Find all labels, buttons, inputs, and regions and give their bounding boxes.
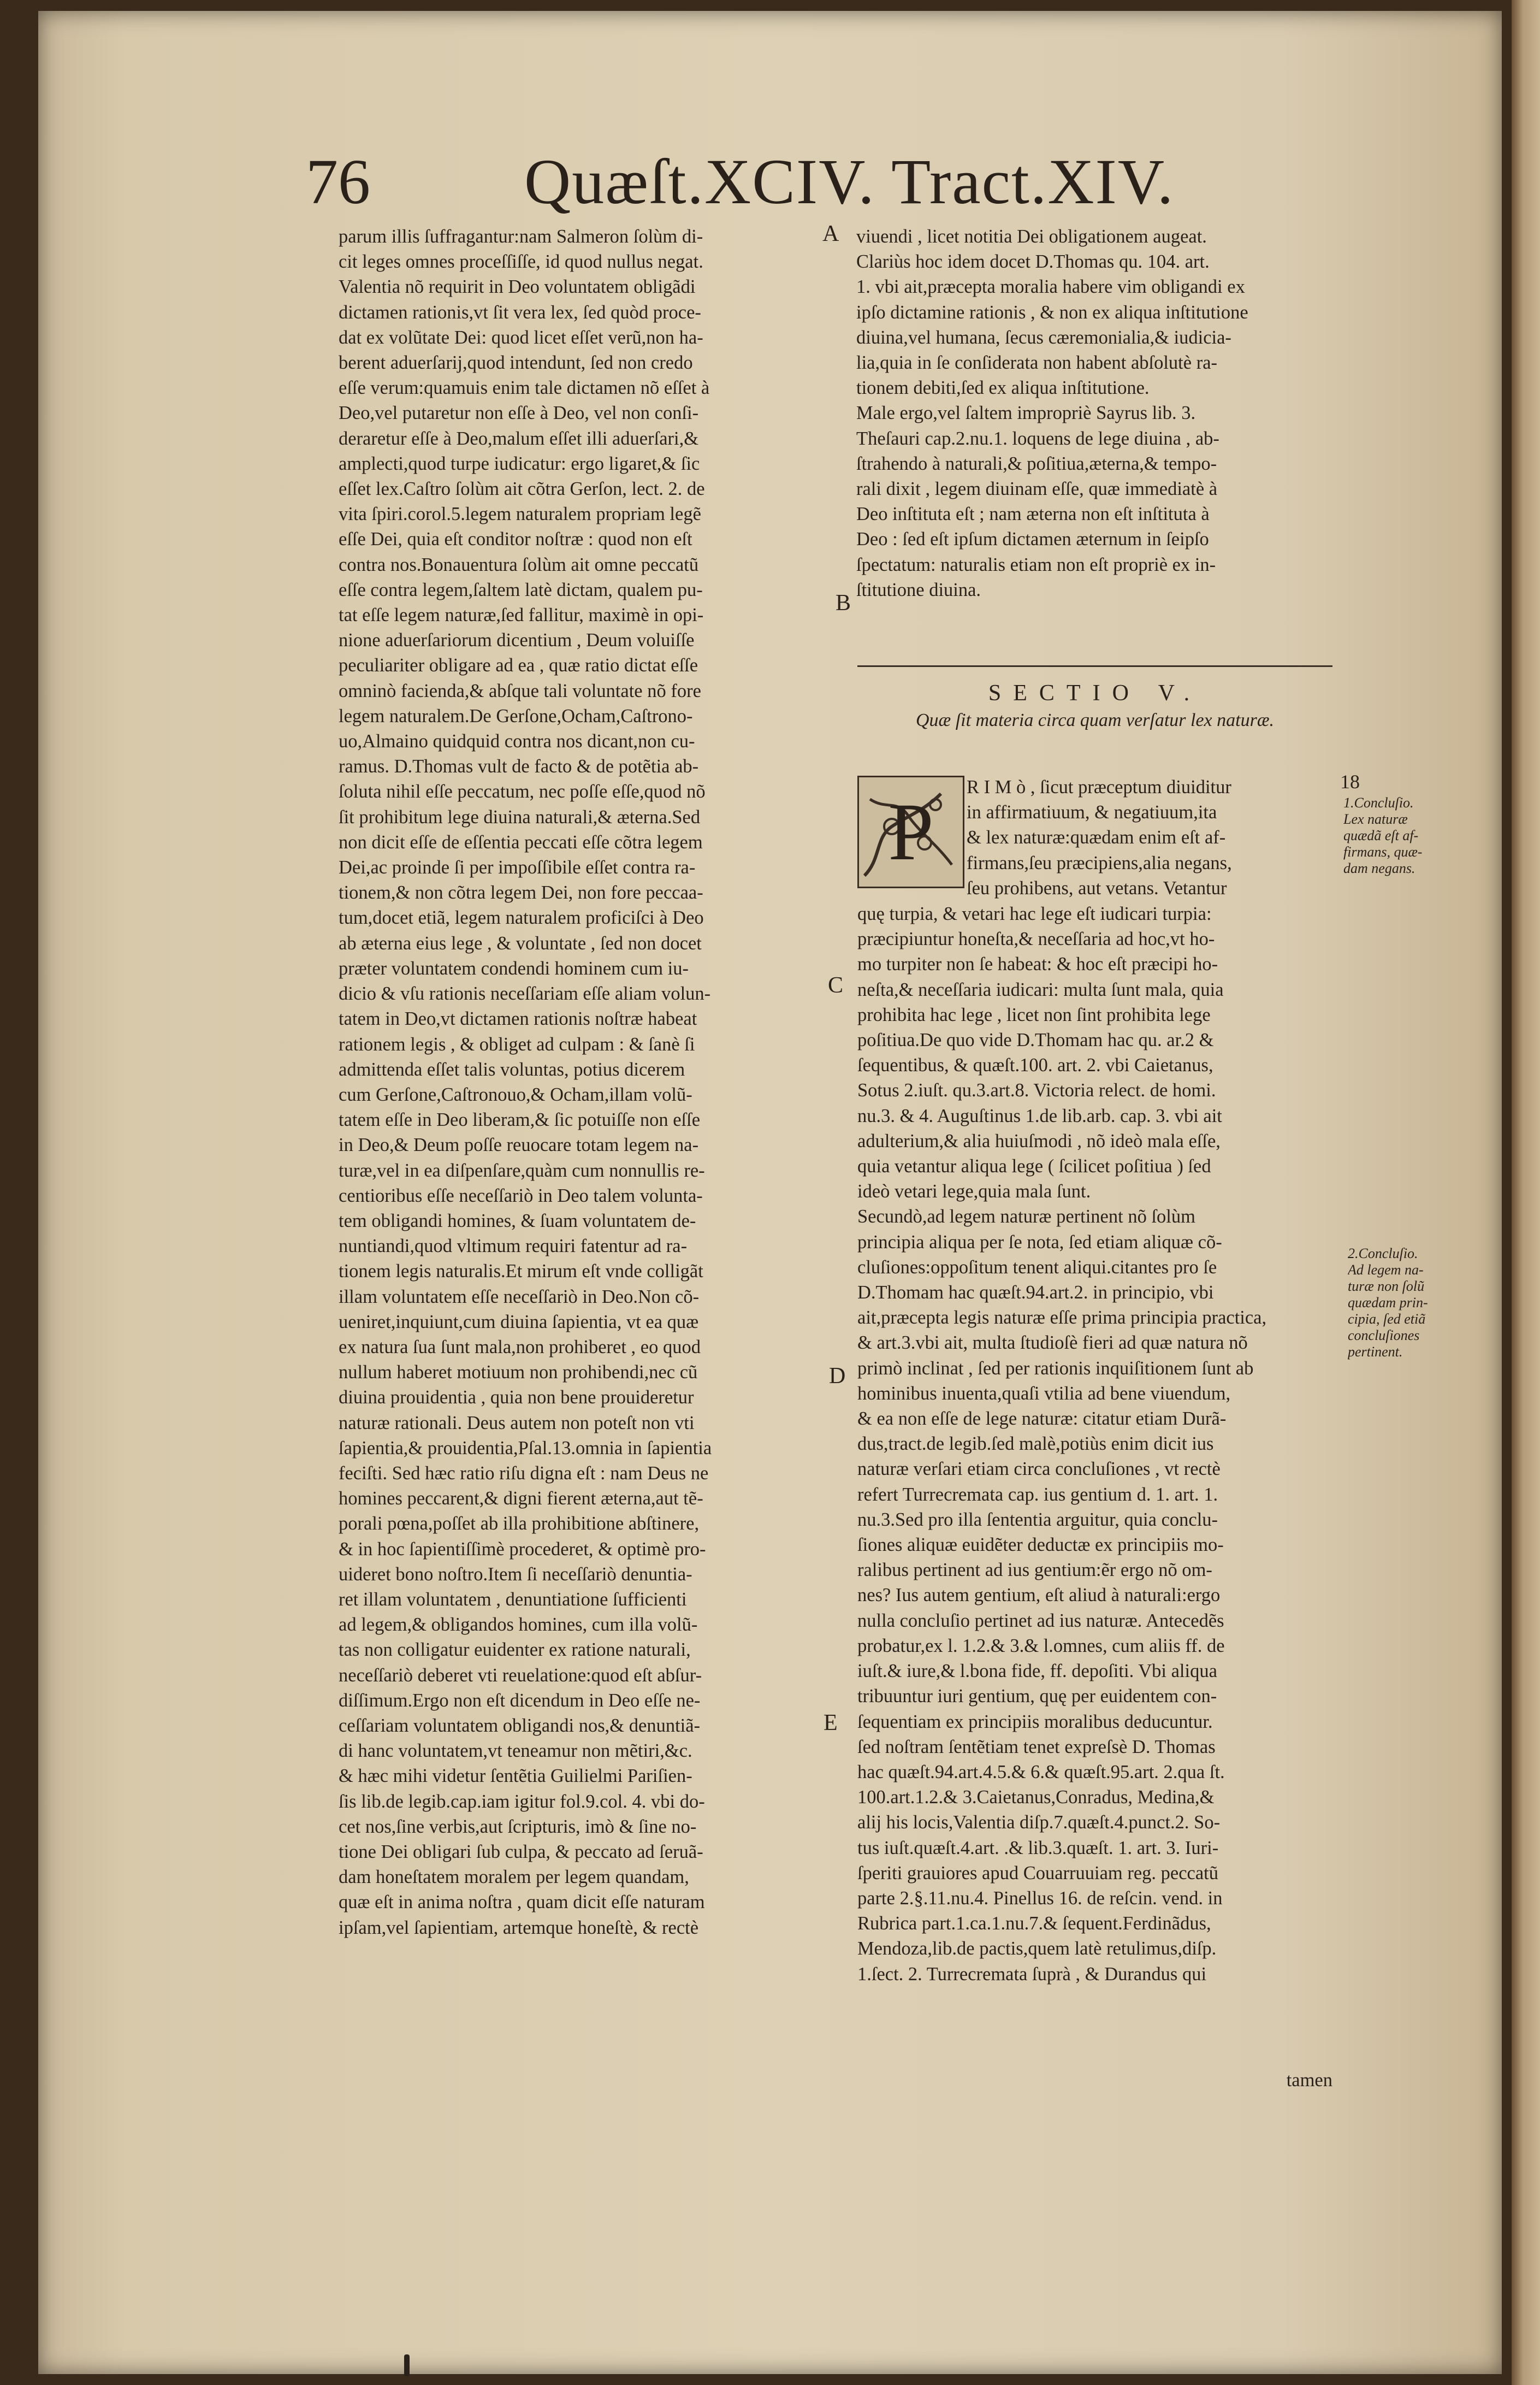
text-line: dam honeſtatem moralem per legem quandam, — [339, 1867, 689, 1888]
text-line: Theſauri cap.2.nu.1. loquens de lege diuina , ab- — [856, 428, 1219, 449]
text-line: præter voluntatem condendi hominem cum iu- — [339, 958, 689, 979]
ornament-vine-icon — [859, 777, 963, 887]
facing-page-edge — [1512, 0, 1540, 2385]
text-line: mo turpiter non ſe habeat: & hoc eſt præcipi ho- — [857, 954, 1218, 975]
text-line: ſperiti grauiores apud Couarruuiam reg. peccatũ — [857, 1862, 1218, 1884]
text-line: Sotus 2.iuſt. qu.3.art.8. Victoria relect. de homi. — [857, 1080, 1216, 1101]
text-line: Secundò,ad legem naturæ pertinent nõ ſolùm — [857, 1206, 1195, 1227]
text-line: illam voluntatem eſſe neceſſariò in Deo.Non cõ- — [339, 1286, 700, 1307]
text-line: cit leges omnes proceſſiſſe, id quod nullus negat. — [339, 251, 703, 273]
text-line: firmans,ſeu præcipiens,alia negans, — [967, 852, 1232, 873]
text-line: Deo : ſed eſt ipſum dictamen æternum in ſeipſo — [856, 529, 1209, 550]
text-line: ſiones aliquæ euidẽter deductæ ex principiis mo- — [857, 1534, 1224, 1556]
text-line: nullum haberet motiuum non prohibendi,nec cũ — [339, 1362, 698, 1383]
margin-note-line: cipia, ſed etiã — [1348, 1311, 1426, 1327]
text-line: quia vetantur aliqua lege ( ſcilicet poſitiua ) ſed — [857, 1156, 1211, 1177]
text-line: ait,præcepta legis naturæ eſſe prima principia practica, — [857, 1307, 1267, 1329]
text-line: rali dixit , legem diuinam eſſe, quæ immediatè à — [856, 479, 1218, 500]
text-line: uo,Almaino quidquid contra nos dicant,non cu- — [339, 731, 695, 752]
text-line: dictamen rationis,vt ſit vera lex, ſed quòd proce- — [339, 302, 701, 323]
text-line: uideret bono noſtro.Item ſi neceſſariò denuntia- — [339, 1563, 692, 1585]
text-line: Deo,vel putaretur non eſſe à Deo, vel non conſi- — [339, 403, 699, 424]
text-line: tionem legis naturalis.Et mirum eſt vnde colligãt — [339, 1261, 703, 1282]
ink-smudge — [404, 2354, 410, 2376]
text-line: & ea non eſſe de lege naturæ: citatur etiam Durã- — [857, 1408, 1227, 1430]
text-line: ceſſariam voluntatem obligandi nos,& denuntiã- — [339, 1715, 701, 1736]
text-line: ſis lib.de legib.cap.iam igitur fol.9.col. 4. vbi do- — [339, 1791, 705, 1812]
text-line: hominibus inuenta,quaſi vtilia ad bene viuendum, — [857, 1383, 1231, 1404]
text-line: tionem,& non cõtra legem Dei, non fore peccaa- — [339, 882, 703, 904]
text-line: nione aduerſariorum dicentium , Deum voluiſſe — [339, 630, 695, 651]
text-line: D.Thomam hac quæſt.94.art.2. in principio, vbi — [857, 1282, 1214, 1303]
section-rule — [857, 665, 1332, 667]
text-line: ſeu prohibens, aut vetans. Vetantur — [967, 877, 1227, 899]
text-line: turæ,vel in ea diſpenſare,quàm cum nonnullis re- — [339, 1160, 705, 1181]
text-line: eſſet lex.Caſtro ſolùm ait cõtra Gerſon, lect. 2. de — [339, 479, 705, 500]
text-line: ralibus pertinent ad ius gentium:ẽr ergo nõ om- — [857, 1560, 1212, 1581]
text-line: Male ergo,vel ſaltem impropriè Sayrus lib. 3. — [856, 403, 1196, 424]
margin-note-conclusion-1 — [1343, 795, 1422, 877]
text-line: tat eſſe legem naturæ,ſed fallitur, maximè in opi- — [339, 605, 704, 626]
text-line: feciſti. Sed hæc ratio riſu digna eſt : nam Deus ne — [339, 1462, 709, 1484]
margin-note-line: 1.Concluſio. — [1343, 795, 1414, 811]
text-line: refert Turrecremata cap. ius gentium d. 1. art. 1. — [857, 1484, 1218, 1505]
left-column — [339, 224, 814, 1940]
text-line: ſtrahendo à naturali,& poſitiua,æterna,& tempo- — [856, 453, 1217, 474]
text-line: & art.3.vbi ait, multa ſtudioſè fieri ad quæ natura nõ — [857, 1332, 1248, 1354]
text-line: cluſiones:oppoſitum tenent aliqui.citantes pro ſe — [857, 1256, 1217, 1278]
section-title: SECTIO V. — [988, 681, 1202, 706]
text-line: 1. vbi ait,præcepta moralia habere vim obligandi ex — [856, 276, 1245, 298]
text-line: cet nos,ſine verbis,aut ſcripturis, imò & ſine no- — [339, 1816, 697, 1837]
margin-note-line: concluſiones — [1348, 1327, 1420, 1343]
running-head: Quæſt.XCIV. Tract.XIV. — [524, 146, 1175, 217]
text-line: naturæ verſari etiam circa concluſiones , vt rectè — [857, 1459, 1221, 1480]
margin-note-line: firmans, quæ- — [1343, 844, 1423, 860]
text-line: neſta,& neceſſaria iudicari: multa ſunt mala, quia — [857, 979, 1224, 1000]
text-line: ſoluta nihil eſſe peccatum, nec poſſe eſſe,quod nõ — [339, 781, 706, 802]
text-line: ſequentiam ex principiis moralibus deducuntur. — [857, 1711, 1213, 1732]
text-line: ipſam,vel ſapientiam, artemque honeſtè, & rectè — [339, 1917, 699, 1938]
margin-note-line: quædã eſt af- — [1343, 828, 1419, 843]
text-line: diuina,vel humana, ſecus cæremonialia,& iudicia- — [856, 327, 1231, 348]
text-line: vita ſpiri.corol.5.legem naturalem propriam legẽ — [339, 504, 701, 525]
text-line: berent aduerſarij,quod intendunt, ſed non credo — [339, 352, 693, 374]
text-line: naturæ rationali. Deus autem non poteſt non vti — [339, 1412, 695, 1433]
text-line: dicio & vſu rationis neceſſariam eſſe aliam volun- — [339, 983, 711, 1005]
text-line: di hanc voluntatem,vt teneamur non mẽtiri,&c. — [339, 1740, 692, 1762]
text-line: cum Gerſone,Caſtronouo,& Ocham,illam volũ- — [339, 1084, 692, 1105]
section-body — [857, 901, 1338, 1987]
text-line: parte 2.§.11.nu.4. Pinellus 16. de reſcin. vend. in — [857, 1887, 1223, 1909]
text-line: dus,tract.de legib.ſed malè,potiùs enim dicit ius — [857, 1433, 1214, 1455]
text-line: admittenda eſſet talis voluntas, potius dicerem — [339, 1059, 685, 1080]
text-line: nulla concluſio pertinet ad ius naturæ. Antecedẽs — [857, 1610, 1224, 1631]
text-line: tum,docet etiã, legem naturalem proficiſci à Deo — [339, 907, 704, 929]
text-line: ideò vetari lege,quia mala ſunt. — [857, 1181, 1091, 1202]
text-line: R I M ò , ſicut præceptum diuiditur — [967, 777, 1231, 798]
text-line: ret illam voluntatem , denuntiatione ſufficienti — [339, 1589, 687, 1610]
text-line: ſequentibus, & quæſt.100. art. 2. vbi Caietanus, — [857, 1055, 1213, 1076]
margin-number: 18 — [1340, 771, 1360, 793]
text-line: peculiariter obligare ad ea , quæ ratio dictat eſſe — [339, 655, 698, 676]
text-line: alij his locis,Valentia diſp.7.quæſt.4.punct.2. So- — [857, 1812, 1221, 1833]
text-line: ſtitutione diuina. — [856, 579, 981, 600]
text-line: contra nos.Bonauentura ſolùm ait omne peccatũ — [339, 554, 699, 575]
text-line: porali pœna,poſſet ab illa prohibitione abſtinere, — [339, 1513, 700, 1534]
text-line: poſitiua.De quo vide D.Thomam hac qu. ar.2 & — [857, 1030, 1214, 1051]
margin-note-line: quædam prin- — [1348, 1295, 1428, 1310]
text-line: centioribus eſſe neceſſariò in Deo talem volunta- — [339, 1185, 703, 1206]
text-line: neceſſariò deberet vti reuelatione:quod eſt abſur- — [339, 1664, 702, 1686]
text-line: omninò facienda,& abſque tali voluntate nõ fore — [339, 680, 701, 701]
text-line: ſpectatum: naturalis etiam non eſt propriè ex in- — [856, 554, 1216, 575]
right-column-top — [856, 224, 1337, 603]
text-line: hac quæſt.94.art.4.5.& 6.& quæſt.95.art. 2.qua ſt. — [857, 1761, 1225, 1782]
margin-marker-b: B — [836, 591, 851, 616]
catchword: tamen — [1286, 2070, 1332, 2091]
text-line: adulterium,& alia huiuſmodi , nõ ideò mala eſſe, — [857, 1130, 1221, 1152]
text-line: Rubrica part.1.ca.1.nu.7.& ſequent.Ferdinãdus, — [857, 1913, 1211, 1934]
text-line: Valentia nõ requirit in Deo voluntatem obligãdi — [339, 276, 696, 298]
text-line: parum illis ſuffragantur:nam Salmeron ſolùm di- — [339, 226, 703, 247]
margin-note-line: Lex naturæ — [1343, 811, 1408, 827]
text-line: in Deo,& Deum poſſe reuocare totam legem na- — [339, 1135, 699, 1156]
text-line: viuendi , licet notitia Dei obligationem augeat. — [856, 226, 1207, 247]
text-line: diſſimum.Ergo non eſt dicendum in Deo eſſe ne- — [339, 1690, 701, 1711]
margin-marker-d: D — [829, 1363, 846, 1389]
text-line: ſit prohibitum lege diuina naturali,& æterna.Sed — [339, 806, 701, 828]
text-line: nuntiandi,quod vltimum requiri fatentur ad ra- — [339, 1236, 688, 1257]
margin-marker-e: E — [824, 1710, 838, 1735]
text-line: homines peccarent,& digni fierent æterna,aut tẽ- — [339, 1488, 703, 1509]
text-line: & in hoc ſapientiſſimè procederet, & optimè pro- — [339, 1538, 706, 1560]
margin-note-line: Ad legem na- — [1348, 1262, 1424, 1278]
text-line: deraretur eſſe à Deo,malum eſſet illi aduerſari,& — [339, 428, 699, 449]
text-line: Clariùs hoc idem docet D.Thomas qu. 104. art. — [856, 251, 1210, 273]
text-line: Deo inſtituta eſt ; nam æterna non eſt inſtituta à — [856, 504, 1210, 525]
text-line: nu.3.Sed pro illa ſententia arguitur, quia conclu- — [857, 1509, 1218, 1530]
text-line: nu.3. & 4. Auguſtinus 1.de lib.arb. cap. 3. vbi ait — [857, 1105, 1222, 1126]
text-line: & hæc mihi videtur ſentẽtia Guilielmi Pariſien- — [339, 1766, 692, 1787]
text-line: probatur,ex l. 1.2.& 3.& l.omnes, cum aliis ff. de — [857, 1635, 1225, 1656]
text-line: quę turpia, & vetari hac lege eſt iudicari turpia: — [857, 904, 1212, 924]
text-line: non dicit eſſe de eſſentia peccati eſſe cõtra legem — [339, 831, 703, 853]
page-header — [306, 146, 1234, 223]
dropcap-letter: P — [888, 787, 934, 877]
text-line: quæ eſt in anima noſtra , quam dicit eſſe naturam — [339, 1892, 705, 1913]
text-line: Dei,ac proinde ſi per impoſſibile eſſet contra ra- — [339, 857, 696, 878]
text-line: rationem legis , & obliget ad culpam : & ſanè ſi — [339, 1034, 695, 1055]
text-line: diuina prouidentia , quia non bene prouideretur — [339, 1387, 694, 1408]
text-line: eſſe Dei, quia eſt conditor noſtræ : quod non eſt — [339, 529, 692, 550]
margin-marker-a: A — [822, 221, 839, 246]
text-line: præcipiuntur honeſta,& neceſſaria ad hoc,vt ho- — [857, 929, 1215, 950]
text-line: tionem debiti,ſed ex aliqua inſtitutione. — [856, 377, 1150, 399]
text-line: 1.ſect. 2. Turrecremata ſuprà , & Durandus qui — [857, 1963, 1207, 1985]
text-line: legem naturalem.De Gerſone,Ocham,Caſtrono- — [339, 705, 693, 727]
text-line: ueniret,inquiunt,cum diuina ſapientia, vt ea quæ — [339, 1311, 699, 1332]
margin-note-line: turæ non ſolũ — [1348, 1278, 1425, 1294]
text-line: ſapientia,& prouidentia,Pſal.13.omnia in ſapientia — [339, 1437, 712, 1459]
margin-note-line: dam negans. — [1343, 860, 1415, 876]
dropcap-ornament — [857, 776, 964, 888]
text-line: tas non colligatur euidenter ex ratione naturali, — [339, 1639, 691, 1661]
text-line: tribuuntur iuri gentium, quę per euidentem con- — [857, 1686, 1217, 1707]
text-line: principia aliqua per ſe nota, ſed etiam aliquæ cõ- — [857, 1231, 1222, 1253]
text-line: tatem eſſe in Deo liberam,& ſic potuiſſe non eſſe — [339, 1109, 701, 1131]
text-line: Mendoza,lib.de pactis,quem latè retulimus,diſp. — [857, 1938, 1217, 1959]
text-line: primò inclinat , ſed per rationis inquiſitionem ſunt ab — [857, 1357, 1254, 1379]
text-line: tem obligandi homines, & ſuam voluntatem de- — [339, 1210, 696, 1231]
text-line: eſſe contra legem,ſaltem latè dictam, qualem pu- — [339, 579, 703, 600]
section-subtitle: Quæ ſit materia circa quam verſatur lex naturæ. — [915, 710, 1274, 730]
text-line: lia,quia in ſe conſiderata non habent abſolutè ra- — [856, 352, 1217, 374]
text-line: nes? Ius autem gentium, eſt aliud à naturali:ergo — [857, 1585, 1221, 1606]
text-line: tus iuſt.quæſt.4.art. .& lib.3.quæſt. 1. art. 3. Iuri- — [857, 1837, 1219, 1858]
text-line: dat ex volũtate Dei: quod licet eſſet verũ,non ha- — [339, 327, 703, 348]
text-line: in affirmatiuum, & negatiuum,ita — [967, 802, 1217, 823]
text-line: ipſo dictamine rationis , & non ex aliqua inſtitutione — [856, 302, 1248, 323]
text-line: ſed noſtram ſentẽtiam tenet expreſsè D. Thomas — [857, 1736, 1216, 1757]
text-line: iuſt.& iure,& l.bona fide, ff. depoſiti. Vbi aliqua — [857, 1661, 1217, 1682]
margin-note-line: 2.Concluſio. — [1348, 1245, 1418, 1261]
text-line: prohibita hac lege , licet non ſint prohibita lege — [857, 1004, 1211, 1025]
text-line: ex natura ſua ſunt mala,non prohiberet , eo quod — [339, 1336, 701, 1357]
text-line: tione Dei obligari ſub culpa, & peccato ad ſeruã- — [339, 1841, 703, 1862]
text-line: ab æterna eius lege , & voluntate , ſed non docet — [339, 932, 702, 954]
text-line: & lex naturæ:quædam enim eſt af- — [967, 827, 1226, 848]
margin-note-conclusion-2 — [1348, 1245, 1428, 1360]
page-number: 76 — [306, 146, 370, 217]
text-line: ad legem,& obligandos homines, cum illa volũ- — [339, 1614, 698, 1636]
margin-note-line: pertinent. — [1348, 1344, 1403, 1360]
text-line: ramus. D.Thomas vult de facto & de potẽtia ab- — [339, 756, 699, 777]
section-first-lines — [967, 775, 1338, 901]
text-line: eſſe verum:quamuis enim tale dictamen nõ eſſet à — [339, 377, 710, 399]
text-line: 100.art.1.2.& 3.Caietanus,Conradus, Medina,& — [857, 1787, 1215, 1808]
text-line: amplecti,quod turpe iudicatur: ergo ligaret,& ſic — [339, 453, 700, 474]
margin-marker-c: C — [828, 973, 844, 998]
text-line: tatem in Deo,vt dictamen rationis noſtræ habeat — [339, 1008, 697, 1030]
